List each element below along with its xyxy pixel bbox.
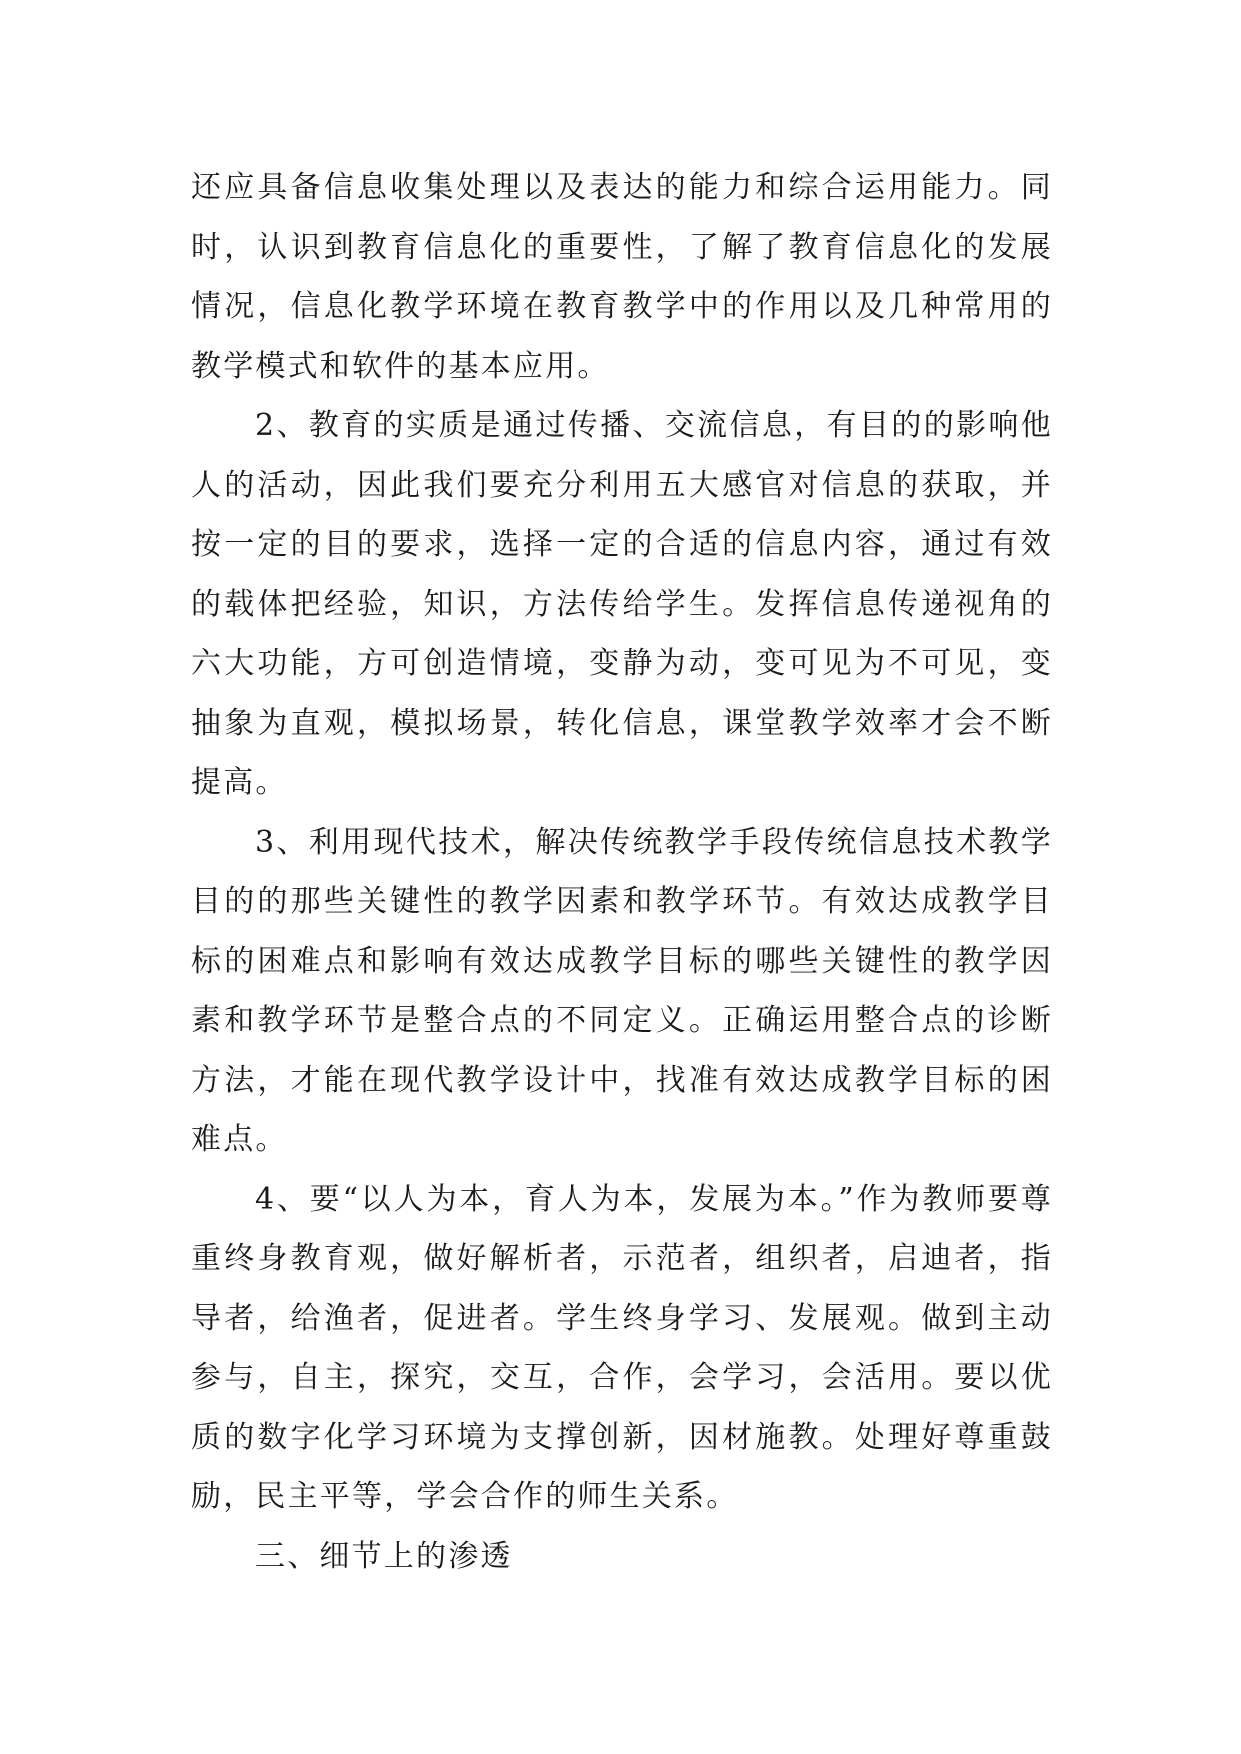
paragraph-point-4: 4、要“以人为本，育人为本，发展为本。”作为教师要尊重终身教育观，做好解析者，示范者，组织者，启迪者，指导者，给渔者，促进者。学生终身学习、发展观。做到主动参与，自主，探究，交互，合作，会学习，会活用。要以优质的数字化学习环境为支撑创新，因材施教。处理好尊重鼓励，民主平等，学会合作的师生关系。 [191,1181,1053,1514]
paragraph-continuation: 还应具备信息收集处理以及表达的能力和综合运用能力。同时，认识到教育信息化的重要性，了解了教育信息化的发展情况，信息化教学环境在教育教学中的作用以及几种常用的教学模式和软件的基本应用。 [191,170,1053,384]
paragraph-point-3: 3、利用现代技术，解决传统教学手段传统信息技术教学目的的那些关键性的教学因素和教学环节。有效达成教学目标的困难点和影响有效达成教学目标的哪些关键性的教学因素和教学环节是整合点的不同定义。正确运用整合点的诊断方法，才能在现代教学设计中，找准有效达成教学目标的困难点。 [191,824,1053,1157]
paragraph-point-2: 2、教育的实质是通过传播、交流信息，有目的的影响他人的活动，因此我们要充分利用五大感官对信息的获取，并按一定的目的要求，选择一定的合适的信息内容，通过有效的载体把经验，知识，方法传给学生。发挥信息传递视角的六大功能，方可创造情境，变静为动，变可见为不可见，变抽象为直观，模拟场景，转化信息，课堂教学效率才会不断提高。 [191,408,1053,800]
document-body [191,158,1053,1586]
section-heading: 三、细节上的渗透 [255,1538,513,1574]
